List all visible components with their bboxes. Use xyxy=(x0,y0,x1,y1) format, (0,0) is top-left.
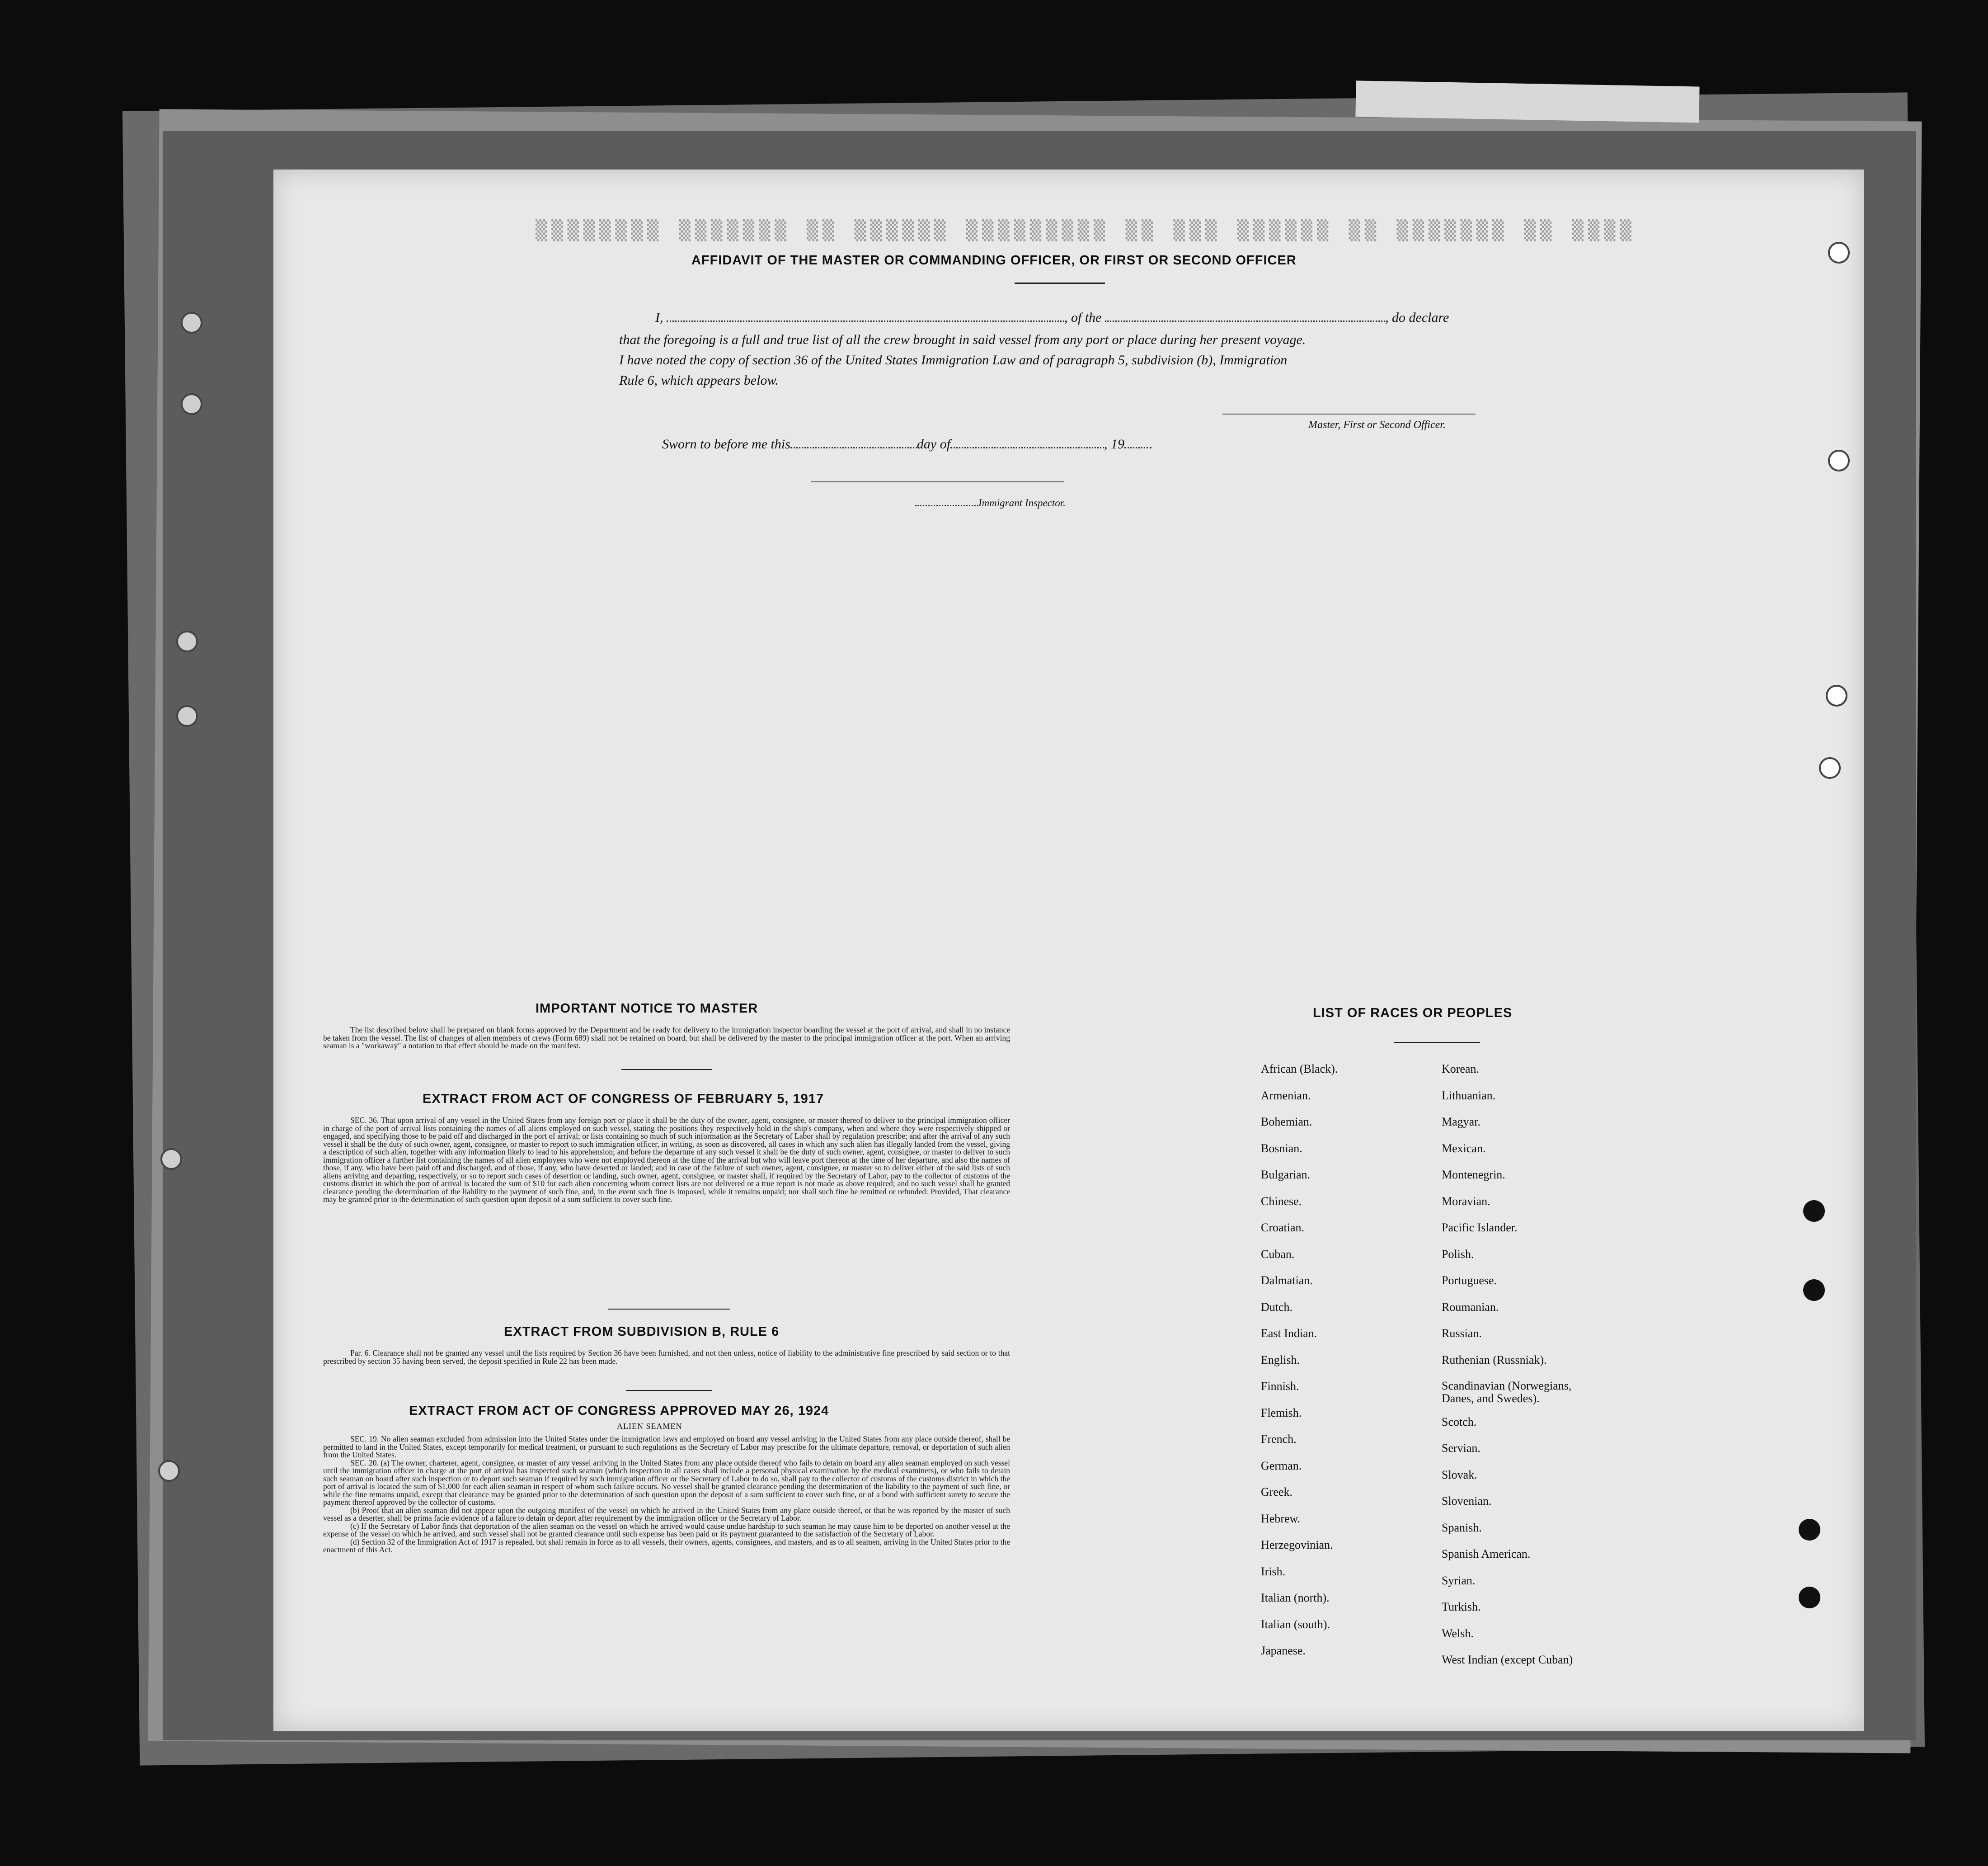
race-item: Lithuanian. xyxy=(1442,1088,1496,1102)
divider xyxy=(1394,1042,1480,1043)
extract-1924-title: EXTRACT FROM ACT OF CONGRESS APPROVED MAY 26, 1924 xyxy=(409,1404,829,1418)
race-item: Dutch. xyxy=(1261,1300,1293,1314)
section-19-text: SEC. 19. No alien seaman excluded from admission into the United States under the immigration laws and employed on board any vessel arriving in the United States from any place outside thereof, shall be permitted to land in the United States, except temporarily for medical treatment, or pursuant to such regulations as the Secretary of Labor may prescribe for the ultimate departure, removal, or deportation of such alien from the United States. xyxy=(323,1434,1010,1459)
race-item: Scandinavian (Norwegians, Danes, and Swedes). xyxy=(1442,1379,1572,1405)
affidavit-i-label: I, xyxy=(655,310,663,325)
binder-hole-icon xyxy=(1799,1519,1820,1541)
race-item: Bosnian. xyxy=(1261,1141,1302,1155)
race-item: Chinese. xyxy=(1261,1194,1302,1208)
race-item: Croatian. xyxy=(1261,1221,1305,1234)
race-item: Ruthenian (Russniak). xyxy=(1442,1353,1547,1367)
affidavit-title: AFFIDAVIT OF THE MASTER OR COMMANDING OFFICER, OR FIRST OR SECOND OFFICER xyxy=(691,253,1297,268)
declarant-name-field xyxy=(667,310,1064,322)
divider xyxy=(621,1069,712,1070)
affidavit-declare-label: , do declare xyxy=(1385,310,1449,325)
extract-1917-title: EXTRACT FROM ACT OF CONGRESS OF FEBRUARY 5, 1917 xyxy=(423,1092,824,1106)
binder-hole-icon xyxy=(1826,685,1847,707)
race-item: Spanish American. xyxy=(1442,1547,1531,1560)
section-36-text: SEC. 36. That upon arrival of any vessel in the United States from any foreign port or place it shall be the duty of the owner, agent, consignee, or master thereof to deliver to the principal immigration officer in charge of the port of arrival lists containing the names of all aliens employed on such vessel, stating the positions they respectively hold in the ship's company, when and where they were respectively shipped or engaged, and specifying those to be paid off and discharged in the port of arrival; or lists containing so much of such information as the Secretary of Labor shall by regulation prescribe; and after the arrival of any such vessel it shall be the duty of such owner, agent, consignee, or master to report to such immigration officer, in writing, as soon as discovered, all cases in which any such alien has illegally landed from the vessel, giving a description of such alien, together with any information likely to lead to his apprehension; and before the departure of any such vessel it shall be the duty of such owner, agent, consignee, or master to deliver to such immigration officer a further list containing the names of all alien employees who were not employed thereon at the time of the arrival but who will leave port thereon at the time of her departure, and also the names of those, if any, who have been paid off and discharged, and of those, if any, who have deserted or landed; and in case of the failure of such owner, agent, consignee, or master so to deliver either of the said lists of such aliens arriving and departing, respectively, or so to report such cases of desertion or landing, such owner, agent, consignee, or master shall, if required by the Secretary of Labor, pay to the collector of customs of the customs district in which the port of arrival is located the sum of $10 for each alien concerning whom correct lists are not delivered or a true report is not made as above required; and no such vessel shall be granted clearance pending the determination of the liability to the payment of such fine, and, in the event such fine is imposed, while it remains unpaid; nor shall such fine be remitted or refunded: Provided, That clearance may be granted prior to the determination of such question upon deposit of a sum sufficient to cover such fine. xyxy=(323,1116,1010,1204)
back-sheet-tab xyxy=(1355,80,1699,123)
bleed-through-marks: ▒▒▒▒▒▒▒▒ ▒▒▒▒▒▒▒ ▒▒ ▒▒▒▒▒▒ ▒▒▒▒▒▒▒▒▒ ▒▒ ▒▒▒ ▒▒▒▒▒▒ ▒▒ ▒▒▒▒▒▒▒ ▒▒ ▒▒▒▒ xyxy=(536,219,1636,241)
race-item: Pacific Islander. xyxy=(1442,1221,1518,1234)
year-label: , 19 xyxy=(1104,437,1125,452)
rule6-title: EXTRACT FROM SUBDIVISION B, RULE 6 xyxy=(504,1324,780,1339)
binder-hole-icon xyxy=(176,631,198,652)
sworn-month-field xyxy=(950,436,1104,448)
document-page xyxy=(273,170,1864,1731)
divider xyxy=(608,1309,730,1310)
affidavit-line2: that the foregoing is a full and true list of all the crew brought in said vessel from any port or place during her present voyage. xyxy=(619,332,1306,347)
extract-1917-body xyxy=(323,1117,1010,1204)
race-item: Portuguese. xyxy=(1442,1274,1497,1287)
alien-seamen-subtitle: ALIEN SEAMEN xyxy=(617,1422,682,1431)
race-item: Bulgarian. xyxy=(1261,1168,1311,1181)
races-title: LIST OF RACES OR PEOPLES xyxy=(1313,1006,1513,1020)
sworn-day-field xyxy=(790,436,917,448)
notice-body xyxy=(323,1026,1010,1050)
binder-hole-icon xyxy=(1819,757,1841,779)
section-20a-text: SEC. 20. (a) The owner, charterer, agent, consignee, or master of any vessel arriving in the United States from any place outside thereof who fails to detain on board any alien seaman employed on such vessel until the immigration officer in charge at the port of arrival has inspected such seaman (which inspection in all cases shall include a personal physical examination by the medical examiners), or who fails to detain such seaman on board after such inspection or to deport such seaman if required by such immigration officer or the Secretary of Labor to do so, shall pay to the collector of customs of the customs district in which the port of arrival is located the sum of $1,000 for each alien seaman in respect of whom such failure occurs. No vessel shall be granted clearance pending the determination of the liability to the payment of such fine, or while the fine remains unpaid, except that clearance may be granted prior to the determination of such question upon the deposit of a sum sufficient to cover such fine, or of a bond with sufficient surety to secure the payment thereof approved by the collector of customs. xyxy=(323,1458,1010,1507)
race-item: Polish. xyxy=(1442,1247,1474,1261)
notice-title: IMPORTANT NOTICE TO MASTER xyxy=(536,1001,758,1016)
race-item: East Indian. xyxy=(1261,1327,1317,1340)
binder-hole-icon xyxy=(158,1460,180,1482)
signature-line xyxy=(1222,414,1476,415)
notice-text: The list described below shall be prepared on blank forms approved by the Department and be ready for delivery to the immigration inspector boarding the vessel at the port of arrival, and shall in no instance be taken from the vessel. The list of changes of alien members of crews (Form 689) shall not be retained on board, but shall be delivered by the master to the principal immigration officer at the port. When an arriving seaman is a "workaway" a notation to that effect should be made on the manifest. xyxy=(323,1025,1010,1050)
affidavit-line4: Rule 6, which appears below. xyxy=(619,373,779,388)
race-item: Bohemian. xyxy=(1261,1115,1312,1128)
race-item: Herzegovinian. xyxy=(1261,1538,1333,1551)
race-item: Montenegrin. xyxy=(1442,1168,1505,1181)
race-item: Welsh. xyxy=(1442,1626,1474,1640)
binder-hole-icon xyxy=(1803,1279,1825,1301)
divider xyxy=(1015,283,1105,284)
race-item: Moravian. xyxy=(1442,1194,1490,1208)
race-item: Armenian. xyxy=(1261,1088,1311,1102)
section-20b-text: (b) Proof that an alien seaman did not appear upon the outgoing manifest of the vessel on which he arrived in the United States from any place outside thereof, or that he was reported by the master of such vessel as a deserter, shall be prima facie evidence of a failure to detain or deport after requirement by the immigration officer or the Secretary of Labor. xyxy=(323,1505,1010,1522)
race-item: Japanese. xyxy=(1261,1644,1306,1657)
race-item: Cuban. xyxy=(1261,1247,1295,1261)
extract-1924-body xyxy=(323,1435,1010,1554)
race-item: African (Black). xyxy=(1261,1062,1338,1075)
vessel-name-field xyxy=(1105,310,1385,322)
day-of-label: day of xyxy=(916,437,951,452)
binder-hole-icon xyxy=(181,312,202,334)
sworn-year-field xyxy=(1124,436,1151,448)
binder-hole-icon xyxy=(181,393,202,415)
affidavit-line1 xyxy=(655,310,1449,325)
race-item: Turkish. xyxy=(1442,1600,1481,1613)
race-item: Korean. xyxy=(1442,1062,1480,1075)
inspector-label xyxy=(915,497,1066,509)
race-item: Syrian. xyxy=(1442,1574,1476,1587)
rule6-body xyxy=(323,1349,1010,1365)
inspector-label-text: Immigrant Inspector. xyxy=(978,497,1066,509)
race-item: French. xyxy=(1261,1432,1297,1446)
race-item: Italian (south). xyxy=(1261,1617,1330,1631)
race-item: Spanish. xyxy=(1442,1521,1482,1534)
sworn-label: Sworn to before me this xyxy=(662,437,790,452)
binder-hole-icon xyxy=(176,705,198,727)
binder-hole-icon xyxy=(1803,1200,1825,1222)
race-item: Mexican. xyxy=(1442,1141,1486,1155)
race-item: West Indian (except Cuban) xyxy=(1442,1653,1573,1666)
inspector-signature-line xyxy=(811,481,1064,482)
inspector-dots xyxy=(915,499,978,506)
divider xyxy=(626,1390,712,1391)
race-item: German. xyxy=(1261,1459,1302,1472)
race-item: Dalmatian. xyxy=(1261,1274,1313,1287)
race-item: Hebrew. xyxy=(1261,1512,1301,1525)
sworn-line xyxy=(662,436,1151,452)
binder-hole-icon xyxy=(1828,450,1850,471)
race-item: Slovak. xyxy=(1442,1468,1477,1481)
officer-label: Master, First or Second Officer. xyxy=(1308,419,1446,431)
binder-hole-icon xyxy=(1799,1587,1820,1608)
affidavit-of-label: , of the xyxy=(1064,310,1102,325)
binder-hole-icon xyxy=(160,1148,182,1170)
section-20c-text: (c) If the Secretary of Labor finds that deportation of the alien seaman on the vessel on which he arrived would cause undue hardship to such seaman he may cause him to be deported on another vessel at the expense of the vessel on which he arrived, and such vessel shall not be granted clearance until such expense has been paid or its payment guaranteed to the satisfaction of the Secretary of Labor. xyxy=(323,1521,1010,1538)
race-item: Russian. xyxy=(1442,1327,1482,1340)
race-item: Slovenian. xyxy=(1442,1494,1492,1508)
race-item: Flemish. xyxy=(1261,1406,1302,1419)
race-item: English. xyxy=(1261,1353,1300,1367)
affidavit-line3: I have noted the copy of section 36 of the United States Immigration Law and of paragraph 5, subdivision (b), Immigration xyxy=(619,353,1288,368)
section-20d-text: (d) Section 32 of the Immigration Act of 1917 is repealed, but shall remain in force as to all vessels, their owners, agents, consignees, and masters, and as to all seamen, arriving in the United States prior to the enactment of this Act. xyxy=(323,1537,1010,1554)
race-item: Roumanian. xyxy=(1442,1300,1499,1314)
race-item: Servian. xyxy=(1442,1442,1480,1455)
race-item: Italian (north). xyxy=(1261,1591,1330,1604)
race-item: Scotch. xyxy=(1442,1415,1477,1428)
race-item: Magyar. xyxy=(1442,1115,1480,1128)
race-item: Irish. xyxy=(1261,1564,1286,1578)
race-item: Finnish. xyxy=(1261,1380,1299,1393)
binder-hole-icon xyxy=(1828,242,1850,264)
race-item: Greek. xyxy=(1261,1485,1293,1498)
rule6-text: Par. 6. Clearance shall not be granted any vessel until the lists required by Section 36 have been furnished, and not then unless, notice of liability to the administrative fine prescribed by said section or to that prescribed by section 35 having been served, the deposit specified in Rule 22 has been made. xyxy=(323,1348,1010,1366)
